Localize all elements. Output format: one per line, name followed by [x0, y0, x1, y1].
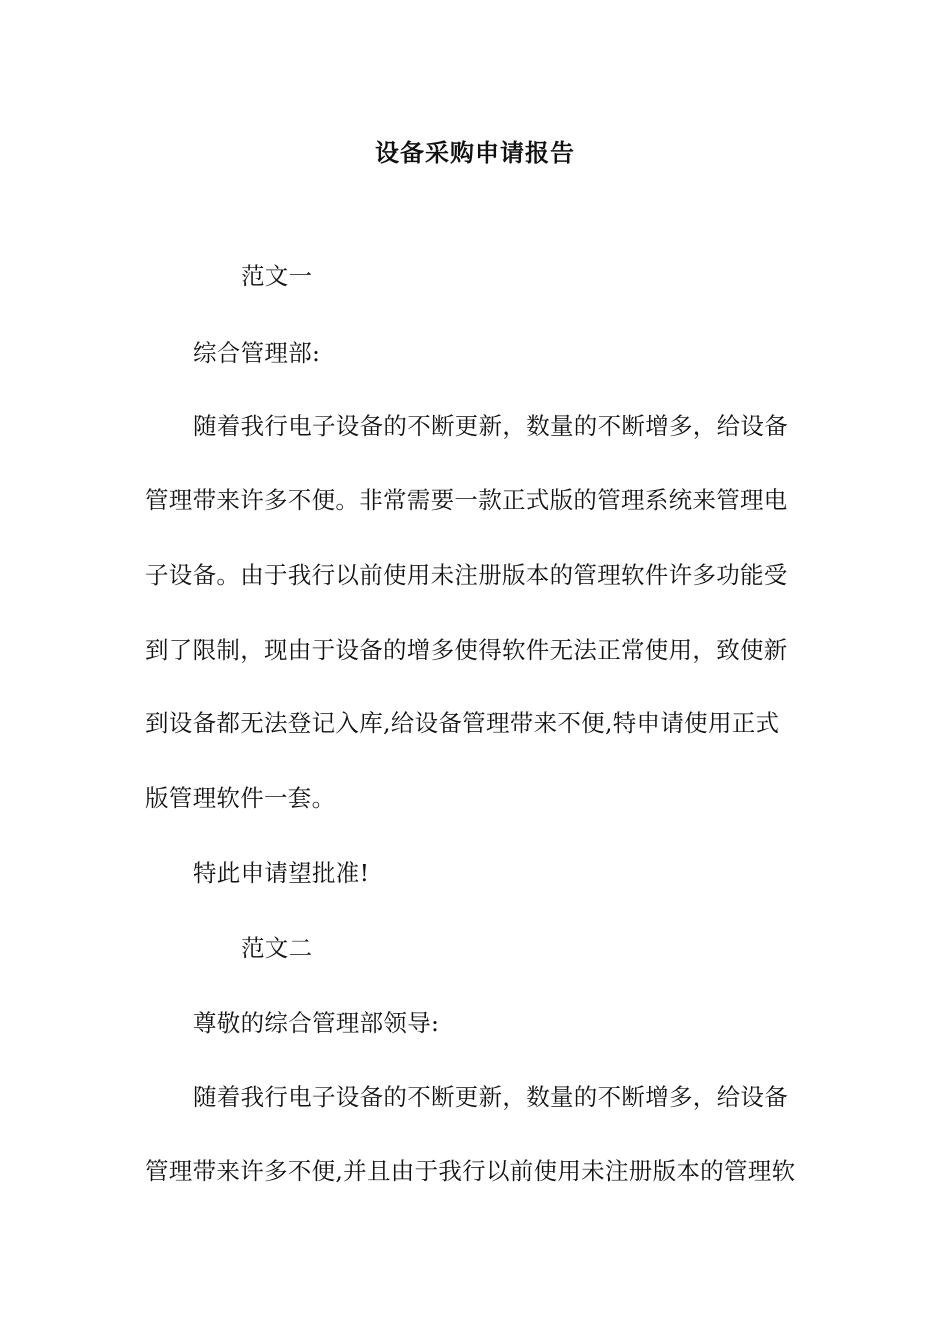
body-line: 管理带来许多不便。非常需要一款正式版的管理系统来管理电	[145, 486, 788, 514]
body-line: 到了限制，现由于设备的增多使得软件无法正常使用，致使新	[145, 636, 788, 664]
section-heading-sample-1: 范文一	[241, 262, 313, 290]
body-line: 随着我行电子设备的不断更新，数量的不断增多，给设备	[193, 1083, 788, 1111]
body-line: 随着我行电子设备的不断更新，数量的不断增多，给设备	[193, 412, 788, 440]
salutation-1: 综合管理部:	[193, 339, 321, 367]
document-title: 设备采购申请报告	[375, 138, 575, 167]
salutation-2: 尊敬的综合管理部领导:	[193, 1009, 440, 1037]
body-line: 版管理软件一套。	[145, 784, 336, 812]
body-line: 子设备。由于我行以前使用未注册版本的管理软件许多功能受	[145, 561, 788, 589]
section-heading-sample-2: 范文二	[241, 934, 313, 962]
body-line: 管理带来许多不便,并且由于我行以前使用未注册版本的管理软	[145, 1157, 796, 1185]
body-line: 到设备都无法登记入库,给设备管理带来不便,特申请使用正式	[145, 709, 780, 737]
closing-line: 特此申请望批准!	[193, 859, 370, 887]
